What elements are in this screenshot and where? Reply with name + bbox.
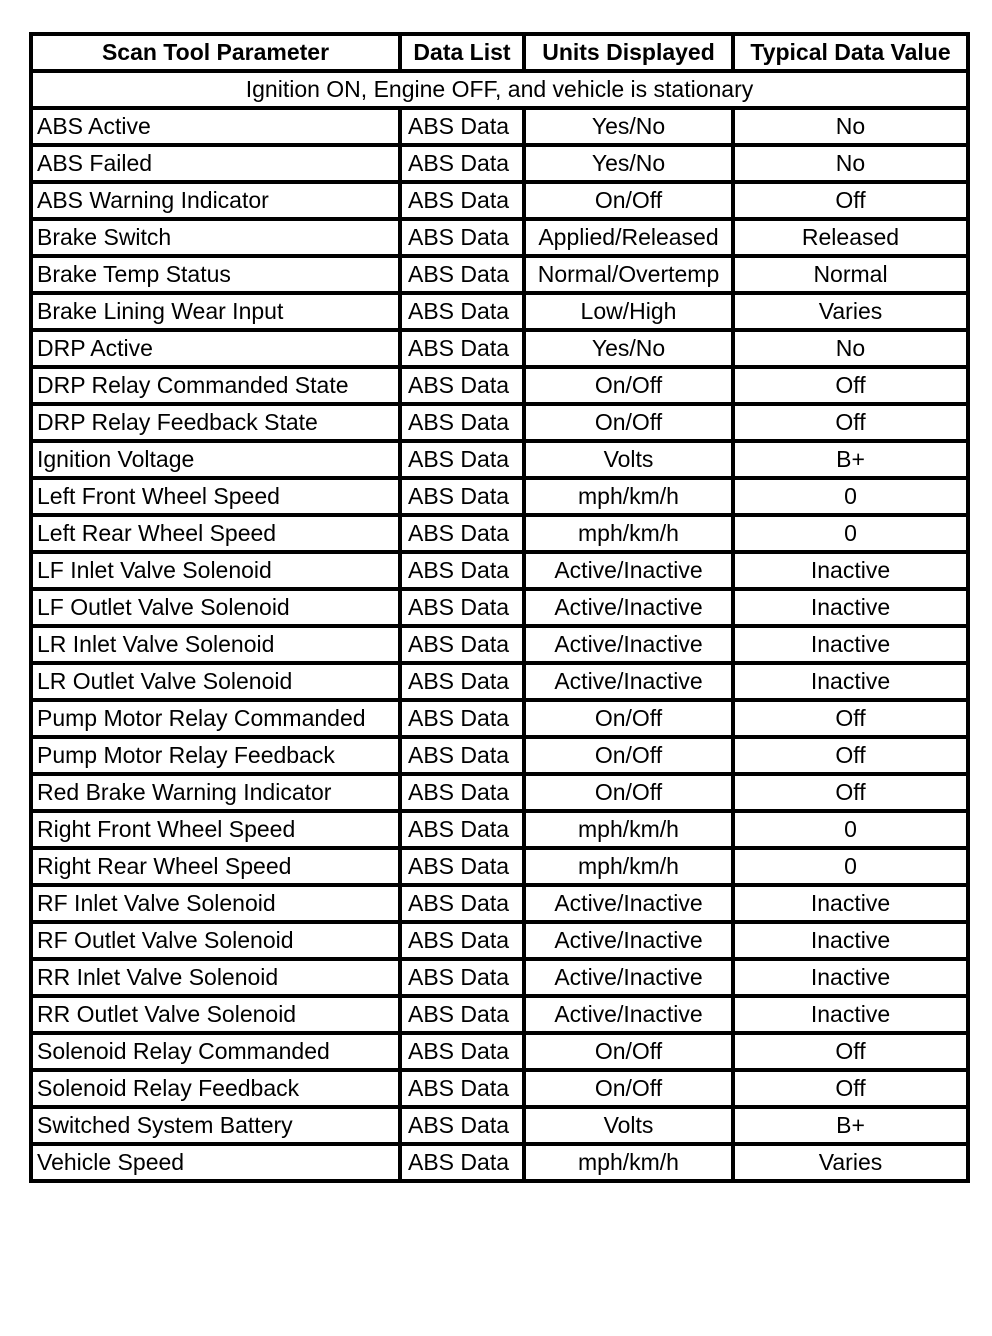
- table-row: [31, 1033, 968, 1070]
- cell-typical-value: Released: [733, 219, 968, 256]
- cell-data-list: ABS Data: [400, 996, 524, 1033]
- cell-typical-value: Off: [733, 182, 968, 219]
- condition-row: [31, 71, 968, 108]
- cell-units: Yes/No: [524, 330, 733, 367]
- cell-typical-value: 0: [733, 811, 968, 848]
- cell-typical-value: Off: [733, 774, 968, 811]
- cell-units: mph/km/h: [524, 515, 733, 552]
- table-row: [31, 663, 968, 700]
- condition-label: Ignition ON, Engine OFF, and vehicle is stationary: [31, 71, 968, 108]
- table-row: [31, 774, 968, 811]
- table-row: [31, 219, 968, 256]
- cell-data-list: ABS Data: [400, 700, 524, 737]
- cell-parameter: DRP Active: [31, 330, 400, 367]
- cell-data-list: ABS Data: [400, 1070, 524, 1107]
- cell-units: Active/Inactive: [524, 885, 733, 922]
- cell-data-list: ABS Data: [400, 293, 524, 330]
- cell-parameter: Switched System Battery: [31, 1107, 400, 1144]
- cell-parameter: ABS Warning Indicator: [31, 182, 400, 219]
- cell-typical-value: No: [733, 330, 968, 367]
- cell-typical-value: No: [733, 108, 968, 145]
- cell-parameter: Solenoid Relay Feedback: [31, 1070, 400, 1107]
- cell-typical-value: Inactive: [733, 996, 968, 1033]
- cell-units: On/Off: [524, 700, 733, 737]
- cell-units: On/Off: [524, 404, 733, 441]
- table-row: [31, 515, 968, 552]
- cell-typical-value: Varies: [733, 1144, 968, 1181]
- cell-data-list: ABS Data: [400, 663, 524, 700]
- table-row: [31, 552, 968, 589]
- cell-parameter: LR Outlet Valve Solenoid: [31, 663, 400, 700]
- cell-units: Normal/Overtemp: [524, 256, 733, 293]
- cell-typical-value: 0: [733, 848, 968, 885]
- cell-typical-value: 0: [733, 515, 968, 552]
- cell-data-list: ABS Data: [400, 626, 524, 663]
- table-row: [31, 1144, 968, 1181]
- cell-units: Active/Inactive: [524, 922, 733, 959]
- cell-data-list: ABS Data: [400, 441, 524, 478]
- scan-tool-data-table: [29, 32, 970, 1183]
- cell-units: On/Off: [524, 1070, 733, 1107]
- table-row: [31, 959, 968, 996]
- cell-typical-value: B+: [733, 1107, 968, 1144]
- cell-parameter: LR Inlet Valve Solenoid: [31, 626, 400, 663]
- table-row: [31, 848, 968, 885]
- cell-parameter: Red Brake Warning Indicator: [31, 774, 400, 811]
- cell-typical-value: Inactive: [733, 885, 968, 922]
- table-row: [31, 1107, 968, 1144]
- cell-units: Active/Inactive: [524, 626, 733, 663]
- cell-units: On/Off: [524, 774, 733, 811]
- table-row: [31, 811, 968, 848]
- cell-data-list: ABS Data: [400, 589, 524, 626]
- cell-typical-value: Off: [733, 700, 968, 737]
- cell-data-list: ABS Data: [400, 182, 524, 219]
- cell-parameter: Pump Motor Relay Commanded: [31, 700, 400, 737]
- cell-data-list: ABS Data: [400, 552, 524, 589]
- cell-typical-value: Off: [733, 1033, 968, 1070]
- cell-units: On/Off: [524, 1033, 733, 1070]
- cell-typical-value: Off: [733, 367, 968, 404]
- table-row: [31, 626, 968, 663]
- cell-parameter: Pump Motor Relay Feedback: [31, 737, 400, 774]
- cell-parameter: Left Front Wheel Speed: [31, 478, 400, 515]
- cell-units: Active/Inactive: [524, 589, 733, 626]
- header-parameter: Scan Tool Parameter: [31, 34, 400, 71]
- cell-data-list: ABS Data: [400, 737, 524, 774]
- cell-typical-value: Off: [733, 404, 968, 441]
- table-row: [31, 367, 968, 404]
- cell-parameter: Ignition Voltage: [31, 441, 400, 478]
- cell-units: Yes/No: [524, 108, 733, 145]
- cell-typical-value: Inactive: [733, 663, 968, 700]
- cell-units: mph/km/h: [524, 478, 733, 515]
- cell-parameter: Brake Lining Wear Input: [31, 293, 400, 330]
- cell-data-list: ABS Data: [400, 219, 524, 256]
- cell-typical-value: Normal: [733, 256, 968, 293]
- cell-parameter: Right Front Wheel Speed: [31, 811, 400, 848]
- cell-units: mph/km/h: [524, 811, 733, 848]
- cell-parameter: Right Rear Wheel Speed: [31, 848, 400, 885]
- cell-parameter: RR Inlet Valve Solenoid: [31, 959, 400, 996]
- cell-data-list: ABS Data: [400, 774, 524, 811]
- table-row: [31, 885, 968, 922]
- table-header-row: [31, 34, 968, 71]
- table-row: [31, 589, 968, 626]
- table-row: [31, 182, 968, 219]
- header-units: Units Displayed: [524, 34, 733, 71]
- cell-parameter: ABS Active: [31, 108, 400, 145]
- cell-units: Yes/No: [524, 145, 733, 182]
- cell-data-list: ABS Data: [400, 1033, 524, 1070]
- table-row: [31, 108, 968, 145]
- cell-data-list: ABS Data: [400, 145, 524, 182]
- table-row: [31, 737, 968, 774]
- cell-units: Low/High: [524, 293, 733, 330]
- cell-units: Volts: [524, 1107, 733, 1144]
- table-row: [31, 145, 968, 182]
- cell-parameter: ABS Failed: [31, 145, 400, 182]
- cell-parameter: LF Inlet Valve Solenoid: [31, 552, 400, 589]
- cell-units: Applied/Released: [524, 219, 733, 256]
- header-data-list: Data List: [400, 34, 524, 71]
- header-typical-value: Typical Data Value: [733, 34, 968, 71]
- cell-parameter: RF Outlet Valve Solenoid: [31, 922, 400, 959]
- cell-units: Active/Inactive: [524, 663, 733, 700]
- cell-data-list: ABS Data: [400, 1144, 524, 1181]
- cell-parameter: LF Outlet Valve Solenoid: [31, 589, 400, 626]
- cell-data-list: ABS Data: [400, 108, 524, 145]
- cell-units: Volts: [524, 441, 733, 478]
- cell-typical-value: Inactive: [733, 959, 968, 996]
- cell-typical-value: Inactive: [733, 626, 968, 663]
- cell-typical-value: Off: [733, 737, 968, 774]
- cell-typical-value: B+: [733, 441, 968, 478]
- table-row: [31, 256, 968, 293]
- table-row: [31, 1070, 968, 1107]
- table-row: [31, 441, 968, 478]
- cell-data-list: ABS Data: [400, 1107, 524, 1144]
- cell-parameter: DRP Relay Commanded State: [31, 367, 400, 404]
- cell-data-list: ABS Data: [400, 404, 524, 441]
- cell-typical-value: Varies: [733, 293, 968, 330]
- cell-parameter: Brake Temp Status: [31, 256, 400, 293]
- cell-parameter: RR Outlet Valve Solenoid: [31, 996, 400, 1033]
- cell-parameter: Solenoid Relay Commanded: [31, 1033, 400, 1070]
- table-row: [31, 996, 968, 1033]
- cell-data-list: ABS Data: [400, 515, 524, 552]
- cell-parameter: Brake Switch: [31, 219, 400, 256]
- cell-parameter: Left Rear Wheel Speed: [31, 515, 400, 552]
- table-row: [31, 293, 968, 330]
- cell-units: Active/Inactive: [524, 959, 733, 996]
- cell-data-list: ABS Data: [400, 885, 524, 922]
- cell-units: On/Off: [524, 367, 733, 404]
- cell-typical-value: 0: [733, 478, 968, 515]
- table-row: [31, 922, 968, 959]
- cell-data-list: ABS Data: [400, 478, 524, 515]
- cell-units: Active/Inactive: [524, 552, 733, 589]
- cell-units: On/Off: [524, 182, 733, 219]
- cell-parameter: RF Inlet Valve Solenoid: [31, 885, 400, 922]
- cell-typical-value: Inactive: [733, 922, 968, 959]
- cell-data-list: ABS Data: [400, 256, 524, 293]
- cell-units: On/Off: [524, 737, 733, 774]
- cell-typical-value: Inactive: [733, 552, 968, 589]
- cell-typical-value: No: [733, 145, 968, 182]
- table-row: [31, 404, 968, 441]
- cell-typical-value: Inactive: [733, 589, 968, 626]
- cell-units: mph/km/h: [524, 848, 733, 885]
- cell-parameter: DRP Relay Feedback State: [31, 404, 400, 441]
- table-row: [31, 478, 968, 515]
- cell-data-list: ABS Data: [400, 922, 524, 959]
- cell-data-list: ABS Data: [400, 330, 524, 367]
- table-row: [31, 700, 968, 737]
- cell-typical-value: Off: [733, 1070, 968, 1107]
- cell-units: mph/km/h: [524, 1144, 733, 1181]
- cell-units: Active/Inactive: [524, 996, 733, 1033]
- cell-data-list: ABS Data: [400, 811, 524, 848]
- cell-parameter: Vehicle Speed: [31, 1144, 400, 1181]
- cell-data-list: ABS Data: [400, 959, 524, 996]
- table-row: [31, 330, 968, 367]
- cell-data-list: ABS Data: [400, 848, 524, 885]
- cell-data-list: ABS Data: [400, 367, 524, 404]
